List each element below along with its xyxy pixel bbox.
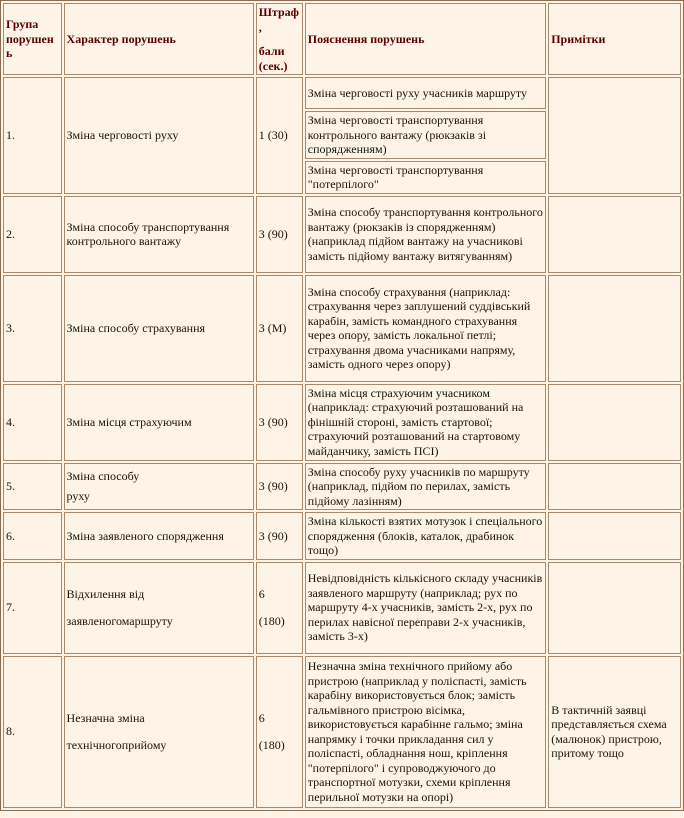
table-row [3,463,681,511]
cell-penalty-line1: 6 [258,711,265,725]
cell-group: 3. [3,275,62,382]
cell-group: 7. [3,562,62,654]
cell-explanation: Зміна способу транспортування контрольного вантажу (рюкзаків із спорядженням) (наприклад підйом вантажу на учасникові замість підйому вантажу витягуванням) [305,196,546,273]
cell-character-line2: заявленогомаршруту [66,613,173,628]
cell-explanation: Зміна черговості транспортування "потерпілого" [305,161,546,194]
header-notes: Примітки [548,3,681,75]
cell-explanation: Зміна черговості транспортування контрольного вантажу (рюкзаків зі спорядженням) [305,111,546,159]
header-penalty-line1: Штраф, [258,5,299,34]
cell-group: 5. [3,463,62,511]
cell-character: Зміна заявленого спорядження [64,512,254,560]
header-group: Група порушень [3,3,62,75]
header-penalty [256,3,303,75]
cell-character: Зміна черговості руху [64,77,254,194]
cell-character-line1: Зміна способу [66,468,140,483]
cell-penalty-line2: (180) [258,613,285,628]
cell-explanation: Незначна зміна технічного прийому або пристрою (наприклад у поліспасті, замість карабіну використовується блок; замість гальмівного пристрою вісімка, використовується карабінне гальмо; зміна напрямку і точки прикладання сил у поліспасті, обладнання нош, кріплення "потерпілого" і супроводжуючого до транспортної мотузки, схеми кріплення перильної мотузки на опорі) [305,656,546,808]
header-row [3,3,681,75]
cell-penalty [256,562,303,654]
cell-character-line1: Незначна зміна [66,711,145,725]
cell-explanation: Зміна черговості руху учасників маршруту [305,77,546,109]
header-explanation: Пояснення порушень [305,3,546,75]
table-row [3,77,681,109]
cell-group: 8. [3,656,62,808]
header-character: Характер порушень [64,3,254,75]
cell-explanation: Зміна способу руху учасників по маршруту (наприклад, підйом по перилах, замість підйому лазінням) [305,463,546,511]
table-row [3,275,681,382]
cell-character: Зміна місця страхуючим [64,384,254,461]
cell-character [64,562,254,654]
cell-penalty [256,656,303,808]
cell-character-line1: Відхилення від [66,587,145,601]
cell-notes [548,512,681,560]
cell-notes: В тактичній заявці представляється схема (малюнок) пристрою, притому тощо [548,656,681,808]
cell-explanation: Зміна місця страхуючим учасником (наприклад: страхуючий розташований на фінішній стороні, замість стартової; страхуючий розташований на стартовому майданчику, замість ПСІ) [305,384,546,461]
header-penalty-line2: бали (сек.) [258,44,288,73]
cell-character-line2: технічногоприйому [66,737,167,752]
cell-character [64,463,254,511]
cell-explanation: Невідповідність кількісного складу учасників заявленого маршруту (наприклад; рух по маршруту 4-х учасників, замість 2-х, рух по перилах навісної переправи 2-х учасників, замість 3-х) [305,562,546,654]
cell-penalty: 3 (90) [256,512,303,560]
cell-character [64,656,254,808]
table-row [3,512,681,560]
cell-notes [548,77,681,194]
cell-notes [548,562,681,654]
cell-notes [548,384,681,461]
cell-notes [548,275,681,382]
cell-explanation: Зміна способу страхування (наприклад: страхування через заплушений суддівський карабін, замість командного страхування через опору, замість локальної петлі; страхування двома учасниками напряму, замість одного через опору) [305,275,546,382]
table-row [3,562,681,654]
cell-penalty: 1 (30) [256,77,303,194]
cell-character: Зміна способу страхування [64,275,254,382]
cell-group: 6. [3,512,62,560]
cell-penalty-line1: 6 [258,587,265,601]
cell-group: 1. [3,77,62,194]
cell-group: 2. [3,196,62,273]
cell-penalty: 3 (90) [256,196,303,273]
cell-notes [548,196,681,273]
cell-explanation: Зміна кількості взятих мотузок і спеціального спорядження (блоків, каталок, драбинок тощо) [305,512,546,560]
table-row [3,384,681,461]
cell-notes [548,463,681,511]
table-row [3,656,681,808]
cell-penalty-line2: (180) [258,737,285,752]
cell-group: 4. [3,384,62,461]
cell-penalty: 3 (90) [256,384,303,461]
cell-penalty: 3 (90) [256,463,303,511]
cell-character-line2: руху [66,489,90,504]
table-row [3,196,681,273]
cell-penalty: 3 (М) [256,275,303,382]
cell-character: Зміна способу транспортування контрольного вантажу [64,196,254,273]
